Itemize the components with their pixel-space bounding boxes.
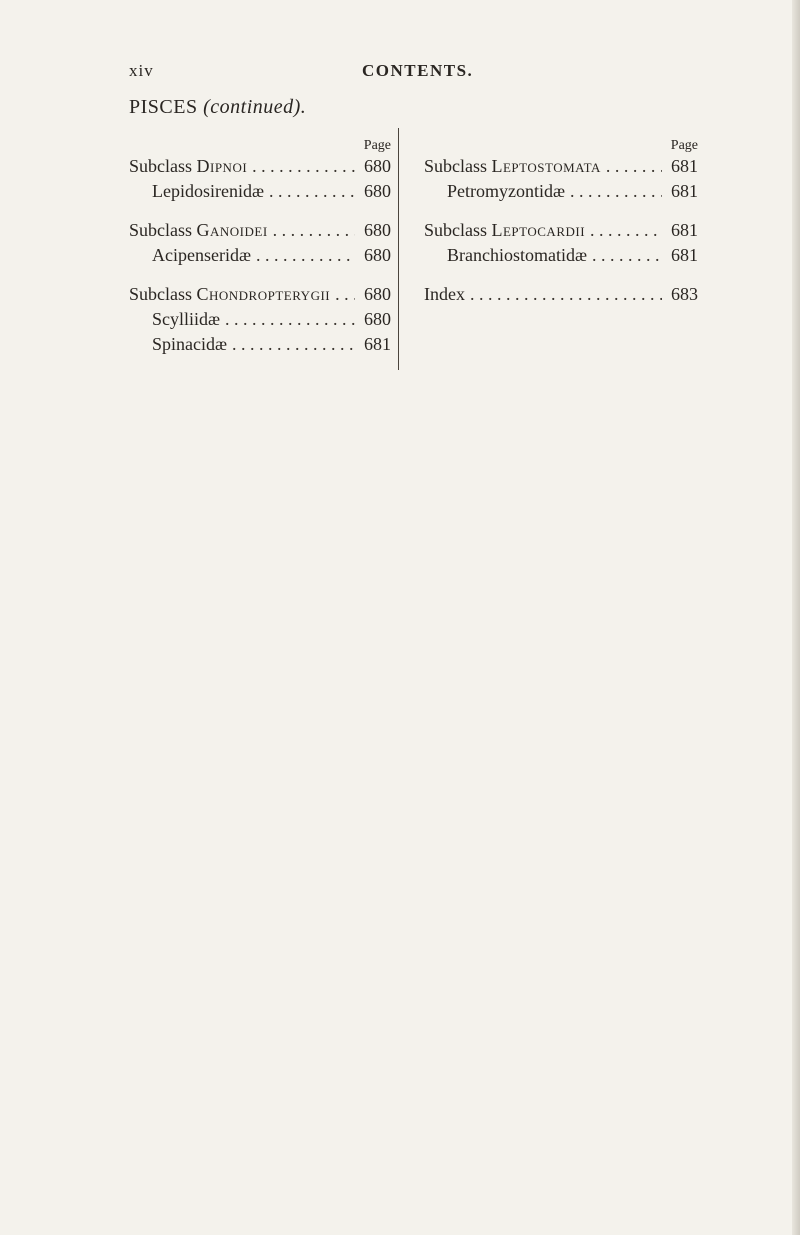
- dot-leader: [225, 307, 355, 332]
- dot-leader: [592, 243, 662, 268]
- dot-leader: [252, 154, 355, 179]
- entry-label: Spinacidæ: [152, 334, 227, 354]
- entry-page: 680: [364, 220, 391, 240]
- dot-leader: [273, 218, 355, 243]
- entry-label: Petromyzontidæ: [447, 181, 565, 201]
- toc-entry-chondropterygii[interactable]: [129, 282, 391, 307]
- toc-entry-leptocardii[interactable]: [424, 218, 698, 243]
- section-heading: [129, 96, 306, 119]
- entry-label: Index: [424, 284, 465, 304]
- toc-entry-dipnoi[interactable]: [129, 154, 391, 179]
- section-continued: (continued).: [203, 96, 307, 118]
- toc-entry-acipenseridae[interactable]: [129, 243, 391, 268]
- entry-label: Scylliidæ: [152, 309, 221, 329]
- toc-entry-index[interactable]: [424, 282, 698, 307]
- entry-page: 680: [364, 284, 391, 304]
- entry-page: 681: [671, 156, 698, 176]
- entry-page: 680: [364, 245, 391, 265]
- dot-leader: [570, 179, 662, 204]
- entry-label: Subclass Leptostomata: [424, 156, 601, 176]
- entry-label: Branchiostomatidæ: [447, 245, 587, 265]
- dot-leader: [590, 218, 662, 243]
- toc-entry-ganoidei[interactable]: [129, 218, 391, 243]
- entry-label: Acipenseridæ: [152, 245, 251, 265]
- dot-leader: [335, 282, 355, 307]
- entry-page: 681: [364, 334, 391, 354]
- page-column-header: Page: [670, 138, 698, 153]
- toc-entry-scylliidae[interactable]: [129, 307, 391, 332]
- dot-leader: [470, 282, 662, 307]
- section-title: PISCES: [129, 96, 198, 118]
- page-column-header: Page: [363, 138, 391, 153]
- entry-label: Subclass Leptocardii: [424, 220, 586, 240]
- page-number: xiv: [129, 61, 154, 80]
- entry-page: 680: [364, 309, 391, 329]
- entry-page: 680: [364, 156, 391, 176]
- dot-leader: [256, 243, 355, 268]
- dot-leader: [606, 154, 662, 179]
- toc-entry-leptostomata[interactable]: [424, 154, 698, 179]
- entry-label: Subclass Chondropterygii: [129, 284, 331, 304]
- toc-entry-branchiostomatidae[interactable]: [424, 243, 698, 268]
- entry-label: Lepidosirenidæ: [152, 181, 264, 201]
- toc-entry-spinacidae[interactable]: [129, 332, 391, 357]
- entry-page: 681: [671, 245, 698, 265]
- entry-page: 683: [671, 284, 698, 304]
- entry-page: 680: [364, 181, 391, 201]
- right-column: [424, 138, 698, 307]
- entry-label: Subclass Ganoidei: [129, 220, 268, 240]
- entry-page: 681: [671, 181, 698, 201]
- running-title: CONTENTS.: [362, 61, 474, 80]
- dot-leader: [232, 332, 355, 357]
- toc-entry-lepidosirenidae[interactable]: [129, 179, 391, 204]
- left-column: [129, 138, 391, 357]
- column-divider: [398, 128, 399, 370]
- page-edge: [792, 0, 800, 1235]
- toc-entry-petromyzontidae[interactable]: [424, 179, 698, 204]
- entry-label: Subclass Dipnoi: [129, 156, 248, 176]
- entry-page: 681: [671, 220, 698, 240]
- dot-leader: [269, 179, 355, 204]
